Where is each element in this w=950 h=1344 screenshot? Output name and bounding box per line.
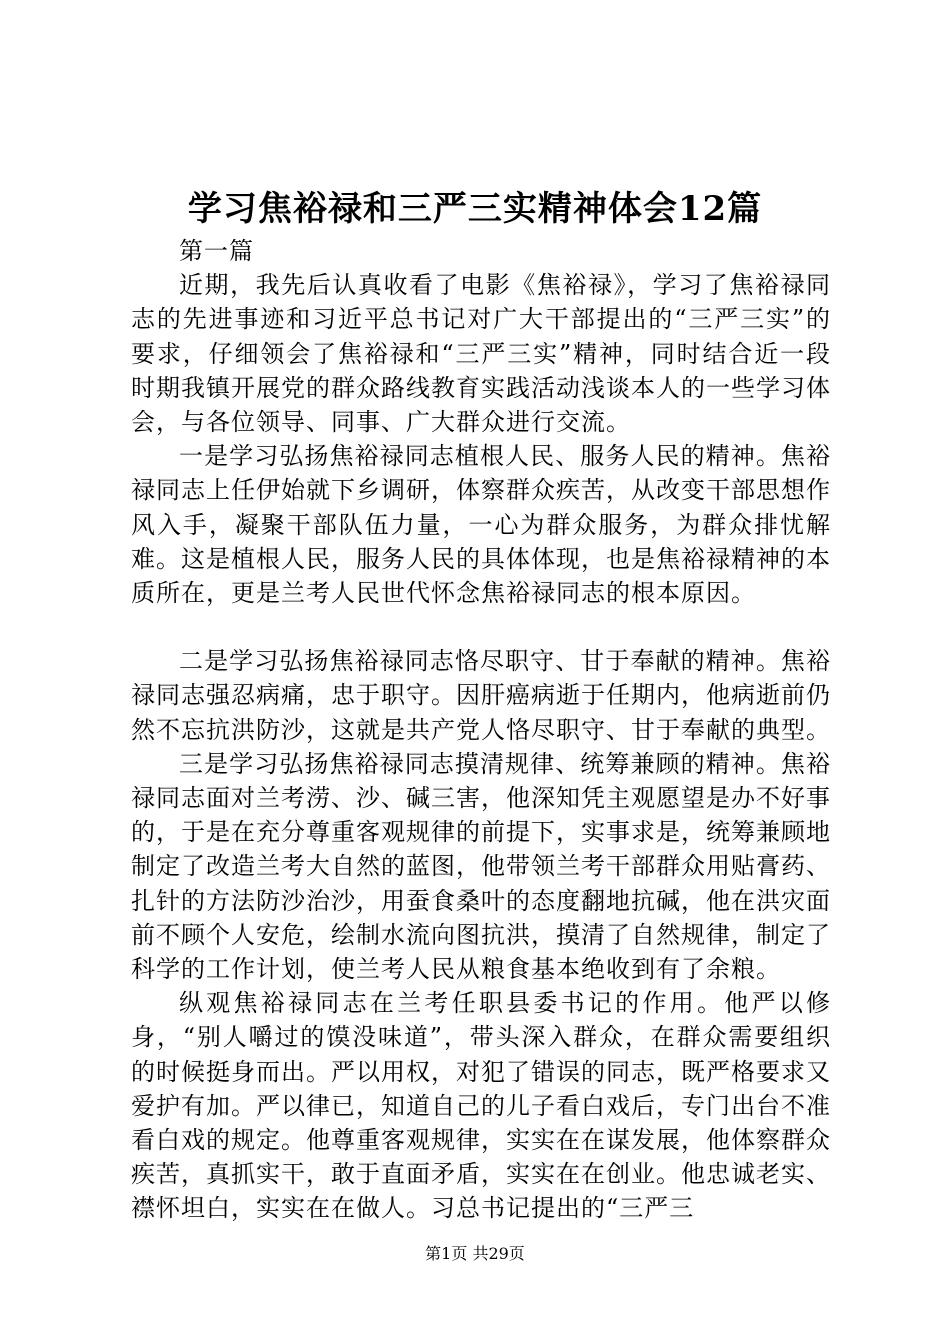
section-heading: 第一篇 xyxy=(179,237,254,265)
page-indicator: 第1页 共29页 xyxy=(425,1244,525,1263)
page-footer xyxy=(0,1242,950,1266)
paragraph-point-one: 一是学习弘扬焦裕禄同志植根人民、服务人民的精神。焦裕禄同志上任伊始就下乡调研，体察群众疾苦，从改变干部思想作风入手，凝聚干部队伍力量，一心为群众服务，为群众排忧解难。这是植根人民，服务人民的具体体现，也是焦裕禄精神的本质所在，更是兰考人民世代怀念焦裕禄同志的根本原因。 xyxy=(131,442,831,608)
paragraph-point-two: 二是学习弘扬焦裕禄同志恪尽职守、甘于奉献的精神。焦裕禄同志强忍病痛，忠于职守。因肝癌病逝于任期内，他病逝前仍然不忘抗洪防沙，这就是共产党人恪尽职守、甘于奉献的典型。 xyxy=(131,647,831,744)
paragraph-intro: 近期，我先后认真收看了电影《焦裕禄》，学习了焦裕禄同志的先进事迹和习近平总书记对广大干部提出的“三严三实”的要求，仔细领会了焦裕禄和“三严三实”精神，同时结合近一段时期我镇开展党的群众路线教育实践活动浅谈本人的一些学习体会，与各位领导、同事、广大群众进行交流。 xyxy=(131,271,831,437)
document-title: 学习焦裕禄和三严三实精神体会12篇 xyxy=(187,189,763,229)
paragraph-point-three: 三是学习弘扬焦裕禄同志摸清规律、统筹兼顾的精神。焦裕禄同志面对兰考涝、沙、碱三害，他深知凭主观愿望是办不好事的，于是在充分尊重客观规律的前提下，实事求是，统筹兼顾地制定了改造兰考大自然的蓝图，他带领兰考干部群众用贴膏药、扎针的方法防沙治沙，用蚕食桑叶的态度翻地抗碱，他在洪灾面前不顾个人安危，绘制水流向图抗洪，摸清了自然规律，制定了科学的工作计划，使兰考人民从粮食基本绝收到有了余粮。 xyxy=(131,749,831,984)
document-body xyxy=(131,234,831,1226)
paragraph-summary: 纵观焦裕禄同志在兰考任职县委书记的作用。他严以修身，“别人嚼过的馍没味道”，带头深入群众，在群众需要组织的时候挺身而出。严以用权，对犯了错误的同志，既严格要求又爱护有加。严以律已，知道自己的儿子看白戏后，专门出台不准看白戏的规定。他尊重客观规律，实实在在谋发展，他体察群众疾苦，真抓实干，敢于直面矛盾，实实在在创业。他忠诚老实、襟怀坦白，实实在在做人。习总书记提出的“三严三 xyxy=(131,989,831,1223)
